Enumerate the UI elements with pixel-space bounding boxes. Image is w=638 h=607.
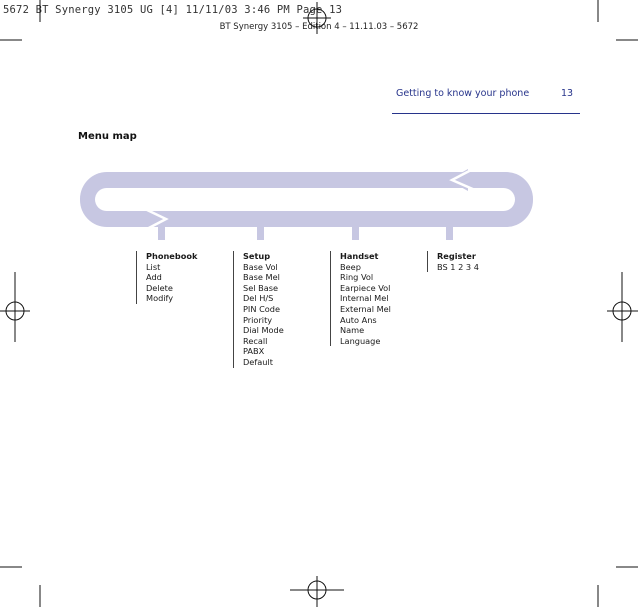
menu-column-handset	[330, 251, 391, 346]
menu-item: Add	[146, 272, 162, 283]
menu-column-setup	[233, 251, 284, 368]
edition-line: BT Synergy 3105 – Edition 4 – 11.11.03 – 5672	[219, 22, 419, 32]
menu-item: List	[146, 261, 161, 272]
menu-item: PABX	[243, 346, 265, 357]
menu-item: PIN Code	[243, 303, 281, 314]
menu-item: Base Mel	[243, 272, 280, 283]
menu-item: Base Vol	[243, 261, 278, 272]
menu-item: Priority	[243, 314, 273, 325]
print-slug: 5672 BT Synergy 3105 UG [4] 11/11/03 3:46 PM Page 13	[3, 4, 343, 16]
menu-item: Earpiece Vol	[340, 282, 391, 293]
menu-item: Delete	[146, 282, 173, 293]
menu-item: Auto Ans	[340, 314, 377, 325]
menu-item: External Mel	[340, 303, 391, 314]
running-head-section: Getting to know your phone	[396, 88, 530, 99]
menu-item: Name	[340, 325, 365, 336]
menu-item: Language	[340, 335, 381, 346]
page-number: 13	[561, 88, 574, 99]
menu-item: Modify	[146, 293, 174, 304]
menu-item: Beep	[340, 261, 361, 272]
menu-title: Phonebook	[146, 251, 198, 261]
menu-column-register	[427, 251, 479, 272]
menu-item: Default	[243, 356, 273, 367]
menu-item: Ring Vol	[340, 272, 374, 283]
menu-item: Internal Mel	[340, 293, 389, 304]
menu-title: Setup	[243, 251, 271, 261]
menu-item: Sel Base	[243, 282, 279, 293]
menu-item: Recall	[243, 335, 268, 346]
menu-title: Register	[437, 251, 476, 261]
menu-item: Dial Mode	[243, 325, 284, 336]
menu-title: Handset	[340, 251, 379, 261]
menu-item: Del H/S	[243, 293, 274, 304]
section-heading: Menu map	[78, 131, 137, 142]
menu-column-phonebook	[136, 251, 197, 304]
menu-item: BS 1 2 3 4	[437, 261, 479, 272]
